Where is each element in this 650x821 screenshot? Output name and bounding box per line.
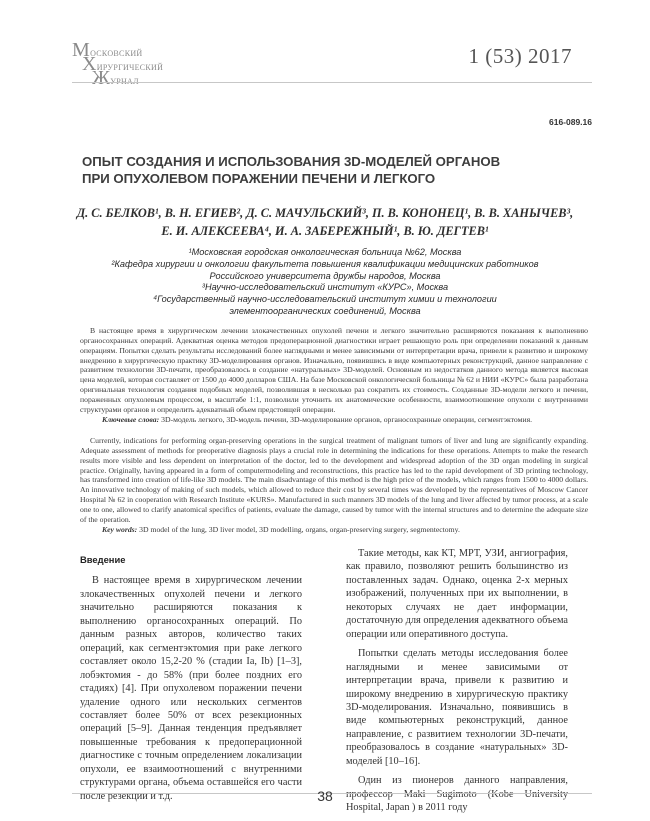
abstract-en-text: Currently, indications for performing organ-preserving operations in the surgical treatment of malignant tumors of liver and lung are significantly expanding. Adequate assessment of methods for preoperative diagnosis plays a crucial role in determining the indications for these operations. Attempts to make the research results more visible and less dependent on interpretation of the doctor, led to the development and widespread adoption of the 3D organ modeling in surgical practice. Originally, having appeared in a form of computermodeling and reconstructions, this practice has led to the rapid development of 3D printing technology, has transformed into creation of life-like 3D models. The main disadvantage of this method is the high price of the models, which ranges from 1500 to 4000 dollars. An innovative technology of making of such models, which allowed to reduce their cost by several times was developed by the representatives of Moscow Cancer Hospital № 62 in cooperation with Research Institute «KURS». Manufactured in such manners 3D models of the lung and liver affected by tumor process, at a scale one to one, allowed to clarify anatomical specifics of patients, evaluate the damage, caused by tumor with the internal structures and to determine the adequate size of the operation. — [80, 436, 588, 524]
keywords-label: Ключевые слова: — [102, 414, 160, 424]
title-line: ПРИ ОПУХОЛЕВОМ ПОРАЖЕНИИ ПЕЧЕНИ И ЛЕГКОГО — [82, 171, 436, 186]
body-column-right — [346, 549, 568, 821]
abstract-english — [80, 436, 588, 534]
body-column-left — [80, 549, 302, 809]
affiliation-line: ²Кафедра хирургии и онкологии факультета повышения квалификации медицинских работников — [111, 258, 539, 269]
section-heading-introduction: Введение — [80, 554, 126, 565]
body-paragraph: Такие методы, как КТ, МРТ, УЗИ, ангиография, как правило, позволяют решить большинство из поставленных задач. Однако, оценка 2-х мерных изображений, полученных при их выполнении, в некоторых случаях не дает информации, достаточную для определения адекватного объема операции или оперативного доступа. — [346, 548, 568, 640]
abstract-ru-text: В настоящее время в хирургическом лечении злокачественных опухолей печени и легкого значительно расширяются показания к выполнению органосохранных операций. Адекватная оценка методов предоперационной диагностики играет решающую роль при определении показаний к данным операциям. Попытки сделать результаты исследований более наглядными и менее зависимыми от интерпретации врача, привели к развитию и широкому внедрению в хирургическую практику 3D-моделирования органов. Изначально, появившись в виде компьютерных реконструкций, данное направление с развитием технологии 3D-печати, преобразовалось в создание «натуральных» 3D-моделей. Основным из недостатков данного метода является высокая цена моделей, которая составляет от 1500 до 4000 долларов США. На базе Московской онкологической больницы № 62 и НИИ «КУРС» была разработана оригинальная технология создания подобных моделей, позволившая в несколько раз сократить их стоимость. Созданные 3D-модели легкого и печени, пораженных опухолевым процессом, в масштабе 1:1, позволили уточнить их анатомические особенности, взаимоотношение опухоли с внутренними структурами органов и определить адекватный объем предстоящей операции. — [80, 326, 588, 414]
abstract-en-keywords — [80, 525, 588, 535]
body-paragraph: Попытки сделать методы исследования более наглядными и менее зависимыми от интерпретации врача, привели к развитию и широкому внедрению в хирургическую практику 3D-моделирования. Изначально, появившись в виде компьютерных реконструкций, данное направление, с развитием технологии 3D-печати, преобразовалось в создание «натуральных» 3D-моделей [10–16]. — [346, 648, 568, 767]
journal-logo-line-1: Московский — [72, 39, 143, 61]
page-number: 38 — [317, 788, 333, 804]
journal-logo-line-2: Хирургический — [82, 53, 164, 75]
title-line: ОПЫТ СОЗДАНИЯ И ИСПОЛЬЗОВАНИЯ 3D-МОДЕЛЕЙ ОРГАНОВ — [82, 154, 501, 169]
keywords-text: 3D model of the lung, 3D liver model, 3D modelling, organs, organ-preserving surgery, segmentectomy. — [137, 524, 460, 534]
journal-logo-line-3: Журнал — [92, 67, 139, 89]
affiliation-line: ¹Московская городская онкологическая больница №62, Москва — [188, 247, 462, 257]
authors-line: Е. И. АЛЕКСЕЕВА⁴, И. А. ЗАБЕРЕЖНЫЙ¹, В. Ю. ДЕГТЕВ¹ — [161, 224, 489, 238]
article-title — [82, 153, 582, 187]
issue-number: 1 (53) 2017 — [468, 44, 572, 68]
affiliation-line: ³Научно-исследовательский институт «КУРС», Москва — [201, 282, 449, 293]
affiliations — [0, 247, 650, 318]
affiliation-line: элементоорганических соединений, Москва — [229, 305, 421, 316]
affiliation-line: ⁴Государственный научно-исследовательский институт химии и технологии — [153, 294, 497, 305]
body-paragraph: Один из пионеров данного направления, профессор Maki Sugimoto (Kobe University Hospital, Japan ) в 2011 году — [346, 775, 568, 814]
keywords-label: Key words: — [102, 524, 138, 534]
authors-line: Д. С. БЕЛКОВ¹, В. Н. ЕГИЕВ², Д. С. МАЧУЛЬСКИЙ³, П. В. КОНОНЕЦ¹, В. В. ХАНЫЧЕВ³, — [76, 206, 574, 220]
abstract-ru-keywords — [80, 415, 588, 425]
affiliation-line: Российского университета дружбы народов, Москва — [209, 270, 441, 281]
header-divider — [72, 82, 592, 83]
keywords-text: 3D-модель легкого, 3D-модель печени, 3D-моделирование органов, органосохранные операции, сегментэктомия. — [159, 414, 533, 424]
authors — [0, 204, 650, 240]
body-paragraph: В настоящее время в хирургическом лечении злокачественных опухолей печени и легкого значительно расширяются показания к выполнению органосохранных операций. По данным разных авторов, количество таких операций, как сегментэктомия при раке легкого составляет около 15,2-20 % (стадии Ia, Ib) [1–3], лобэктомия - до 58% (при более поздних его стадиях) [4]. При опухолевом поражении печени удаление одного или нескольких сегментов составляет более 50% от всех резекционных операций [5–9]. Данная тенденция предъявляет повышенные требования к предоперационной диагностике с точным определением локализации опухоли, ее взаимоотношений с внутренними структурами органа, объема оставшейся его части после резекции и т.д. — [80, 575, 302, 802]
udc-code: 616-089.16 — [548, 117, 592, 127]
abstract-russian — [80, 326, 588, 424]
